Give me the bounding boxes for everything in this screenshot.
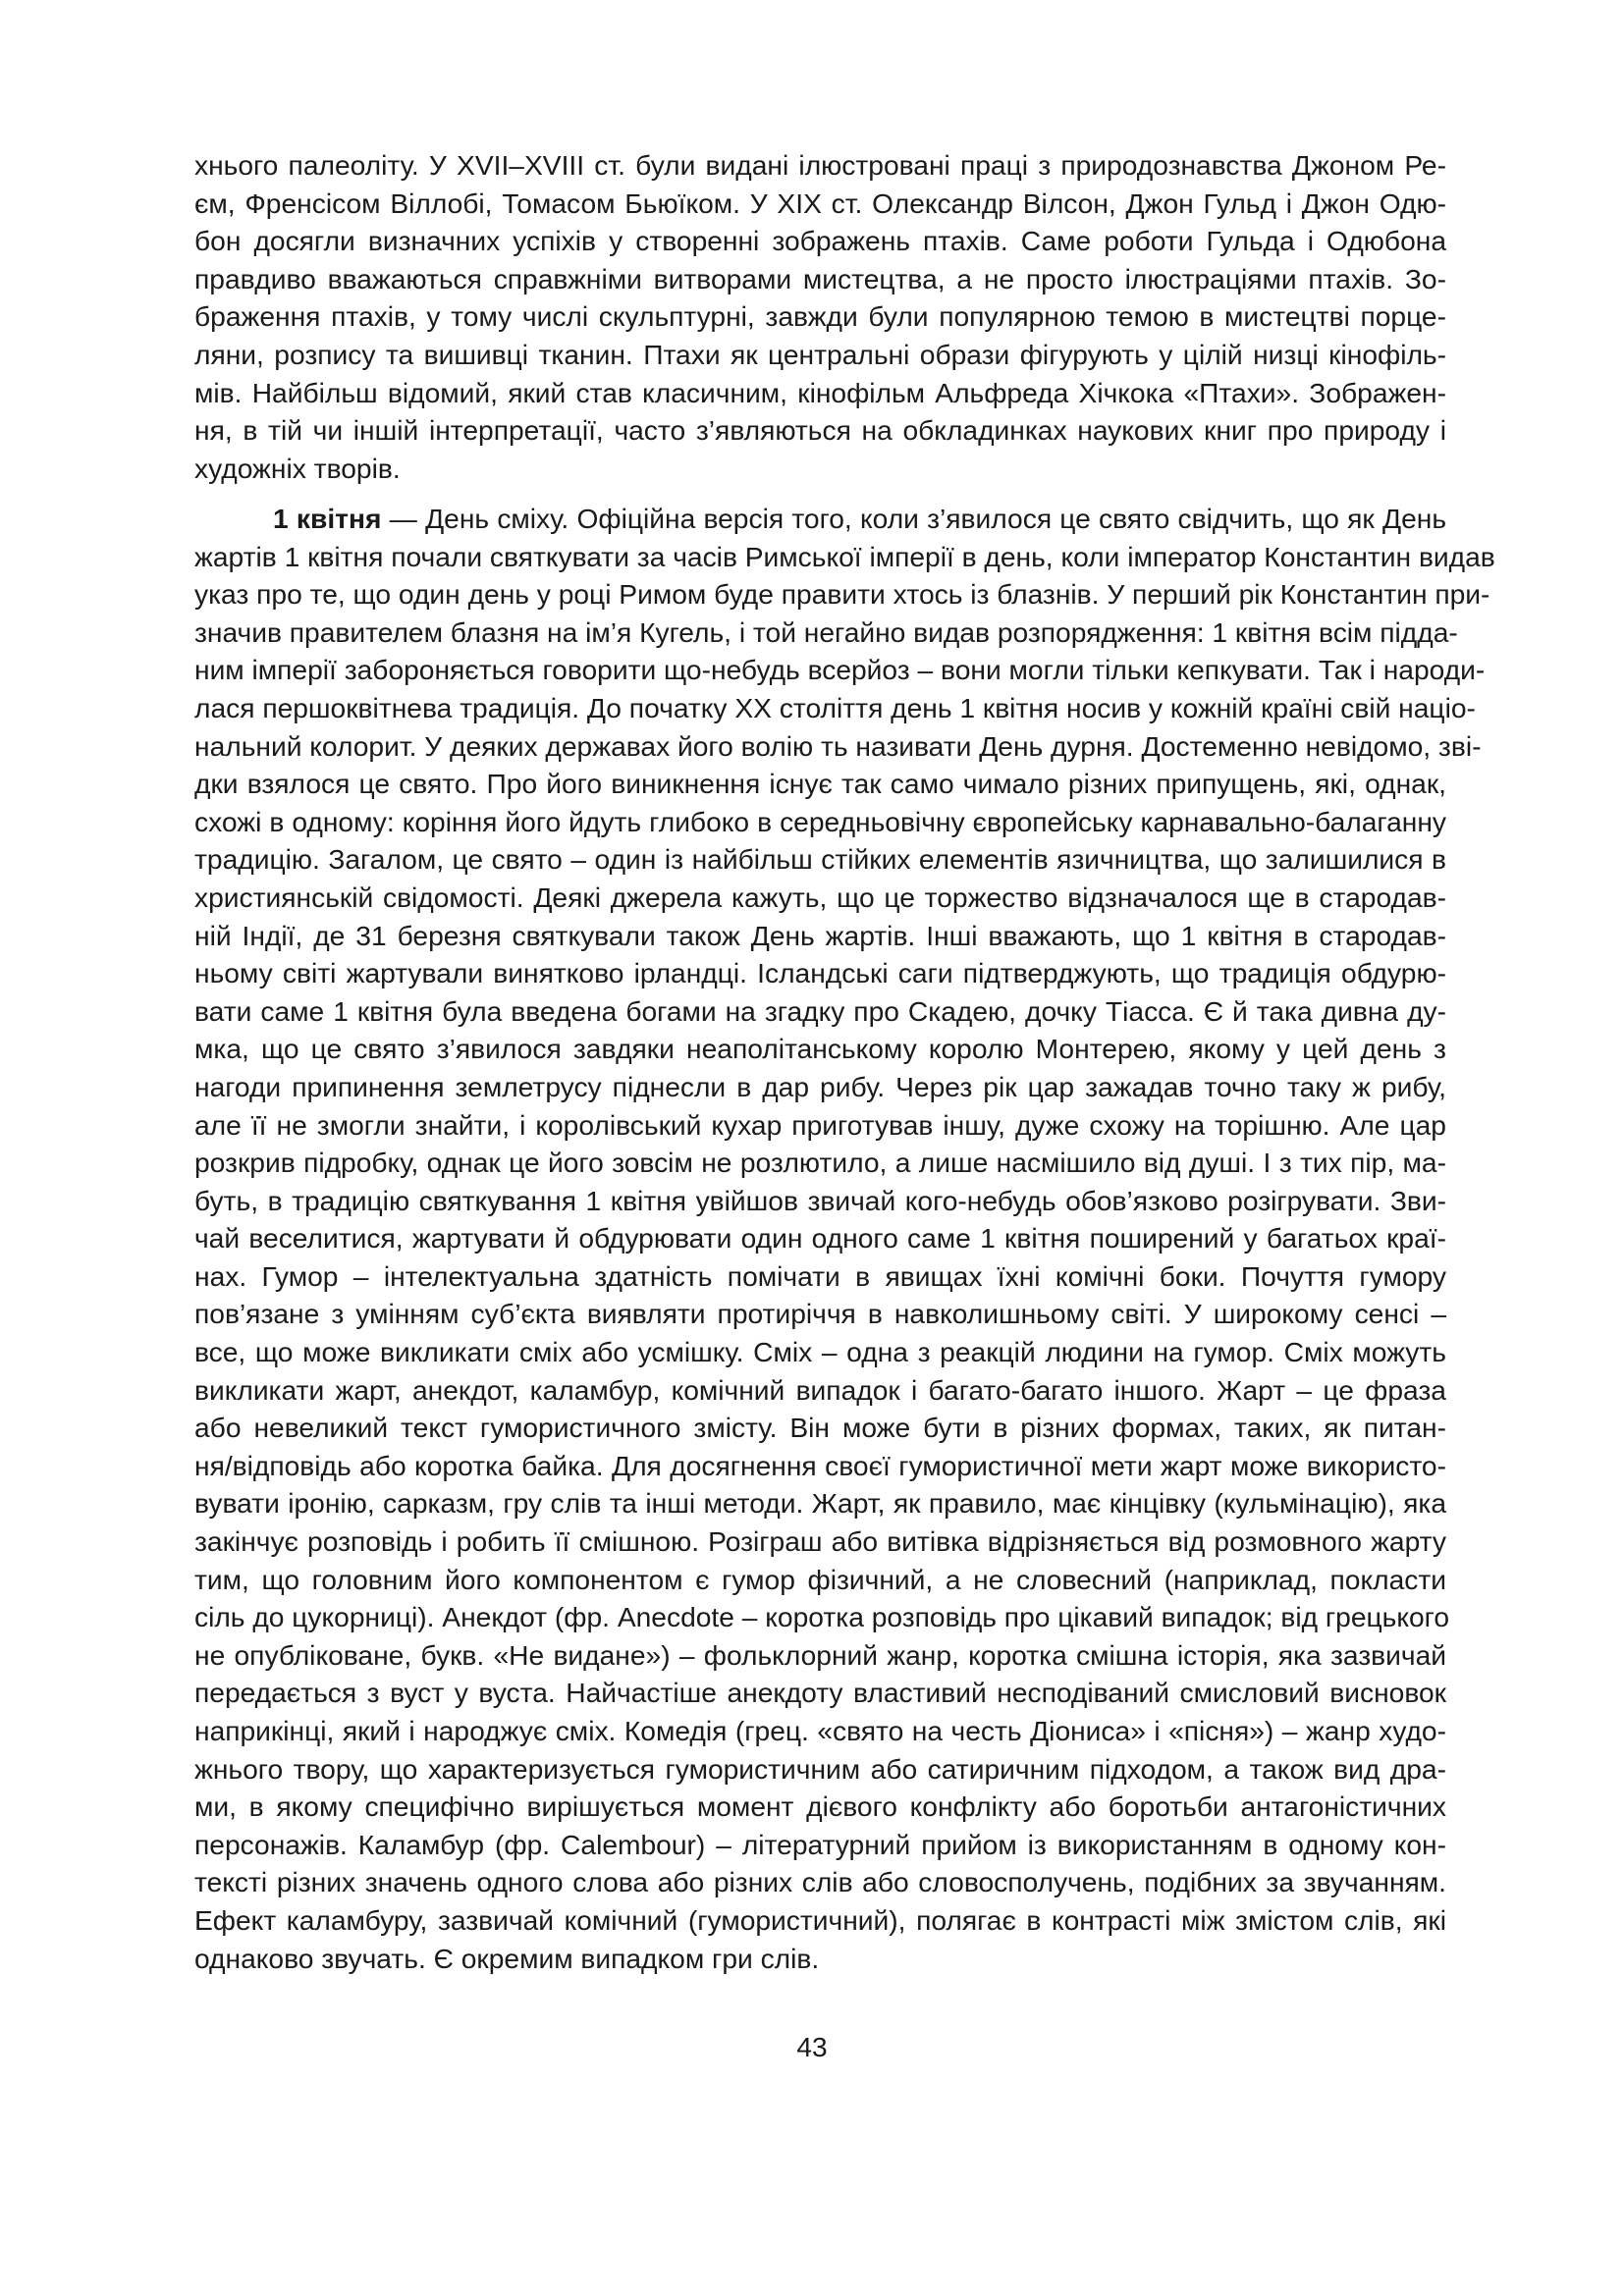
paragraph-line: традицію. Загалом, це свято – один із найбільш стійких елементів язичництва, що залишилися в [194,843,1446,876]
paragraph-line: передається з вуст у вуста. Найчастіше анекдоту властивий несподіваний смисловий висновок [194,1677,1446,1709]
paragraph-line: або невеликий текст гумористичного змісту. Він може бути в різних формах, таких, як питан- [194,1412,1446,1444]
paragraph-line: ньому світі жартували винятково ірландці. Ісландські саги підтверджують, що традиція обдурю- [194,957,1446,989]
paragraph-line: ляни, розпису та вишивці тканин. Птахи як центральні образи фігурують у цілій низці кінофіль- [194,338,1446,370]
paragraph-line: Ефект каламбуру, зазвичай комічний (гумористичний), полягає в контрасті між змістом слів, які [194,1903,1446,1936]
paragraph-line: вувати іронію, сарказм, гру слів та інші методи. Жарт, як правило, має кінцівку (кульмінацію), яка [194,1487,1446,1520]
paragraph-line: сіль до цукорниці). Анекдот (фр. Anecdote – коротка розповідь про цікавий випадок; від грецького [194,1601,1450,1633]
paragraph-line: жартів 1 квітня почали святкувати за часів Римської імперії в день, коли імператор Константин видав [194,540,1495,572]
paragraph-line: правдиво вважаються справжніми витворами мистецтва, а не просто ілюстраціями птахів. Зо- [194,262,1446,294]
paragraph-line: все, що може викликати сміх або усмішку. Сміх – одна з реакцій людини на гумор. Сміх можуть [194,1336,1446,1368]
paragraph-line: ми, в якому специфічно вирішується момент дієвого конфлікту або боротьби антагоністичних [194,1790,1446,1823]
paragraph-line: лася першоквітнева традиція. До початку XX століття день 1 квітня носив у кожній країні свій націо- [194,691,1476,723]
page-number: 43 [796,2032,828,2062]
paragraph-line: ним імперії забороняється говорити що-небудь всерйоз – вони могли тільки кепкувати. Так і народи- [194,654,1486,686]
paragraph-line: єм, Френсісом Віллобі, Томасом Бьюїком. У XIX ст. Олександр Вілсон, Джон Гульд і Джон Одю- [194,187,1446,219]
paragraph-line: ня/відповідь або коротка байка. Для досягнення своєї гумористичної мети жарт може використо- [194,1449,1446,1481]
paragraph-line: розкрив підробку, однак це його зовсім не розлютило, а лише насмішило від душі. І з тих пір, ма- [194,1147,1446,1179]
date-heading: 1 квітня [273,503,382,534]
paragraph-line: мів. Найбільш відомий, який став класичним, кінофільм Альфреда Хічкока «Птахи». Зображен- [194,376,1446,408]
paragraph-line: чай веселитися, жартувати й обдурювати один одного саме 1 квітня поширений у багатьох краї- [194,1222,1446,1255]
paragraph-first-line [194,500,1446,538]
paragraph-birds-in-art [194,146,1446,487]
paragraph-line: мка, що це свято з’явилося завдяки неаполітанському королю Монтерею, якому у цей день з [194,1033,1446,1065]
paragraph-line: дки взялося це свято. Про його виникнення існує так само чимало різних припущень, які, однак, [194,768,1446,800]
paragraph-line: жнього твору, що характеризується гумористичним або сатиричним підходом, а також вид дра- [194,1752,1446,1785]
paragraph-line: християнській свідомості. Деякі джерела кажуть, що це торжество відзначалося ще в стародав- [194,881,1446,913]
paragraph-line: нальний колорит. У деяких державах його волію ть називати День дурня. Достеменно невідомо, зві- [194,729,1482,762]
paragraph-line: нах. Гумор – інтелектуальна здатність помічати в явищах їхні комічні боки. Почуття гумору [194,1259,1446,1292]
paragraph-line: персонажів. Каламбур (фр. Calembour) – літературний прийом із використанням в одному кон- [194,1828,1446,1860]
paragraph-line: ня, в тій чи іншій інтерпретації, часто з’являються на обкладинках наукових книг про природу і [194,414,1446,447]
first-line-text: — День сміху. Офіційна версія того, коли з’явилося це свято свідчить, що як День [381,503,1446,534]
paragraph-line: буть, в традицію святкування 1 квітня увійшов звичай кого-небудь обов’язково розігрувати. Зви- [194,1184,1446,1216]
paragraph-line: тим, що головним його компонентом є гумор фізичний, а не словесний (наприклад, покласти [194,1563,1446,1595]
paragraph-line: тексті різних значень одного слова або різних слів або словосполучень, подібних за звучанням. [194,1866,1446,1898]
paragraph-line: закінчує розповідь і робить її смішною. Розіграш або витівка відрізняється від розмовного жарту [194,1525,1446,1558]
paragraph-line: пов’язане з умінням суб’єкта виявляти протиріччя в навколишньому світі. У широкому сенсі – [194,1298,1446,1330]
paragraph-line: бон досягли визначних успіхів у створенні зображень птахів. Саме роботи Гульда і Одюбона [194,225,1446,257]
paragraph-line: ній Індії, де 31 березня святкували також День жартів. Інші вважають, що 1 квітня в стародав- [194,919,1446,951]
paragraph-line: схожі в одному: коріння його йдуть глибоко в середньовічну європейську карнавально-балаганну [194,805,1446,837]
paragraph-line: художніх творів. [194,452,401,484]
paragraph-line: наприкінці, який і народжує сміх. Комедія (грец. «свято на честь Діониса» і «пісня») – жанр худо- [194,1715,1446,1746]
paragraph-line: указ про те, що один день у році Римом буде правити хтось із блазнів. У перший рік Константин при- [194,578,1490,611]
paragraph-line: але її не змогли знайти, і королівський кухар приготував іншу, дуже схожу на торішню. Але цар [194,1108,1446,1141]
paragraph-line: браження птахів, у тому числі скульптурні, завжди були популярною темою в мистецтві порце- [194,300,1446,333]
paragraph-line: однаково звучать. Є окремим випадком гри слів. [194,1942,820,1974]
paragraph-line: викликати жарт, анекдот, каламбур, комічний випадок і багато-багато іншого. Жарт – це фраза [194,1373,1446,1406]
paragraph-line: не опубліковане, букв. «Не видане») – фольклорний жанр, коротка смішна історія, яка зазвичай [194,1638,1446,1671]
paragraph-line: нагоди припинення землетрусу піднесли в дар рибу. Через рік цар зажадав точно таку ж рибу, [194,1070,1446,1102]
paragraph-line: значив правителем блазня на ім’я Кугель, і той негайно видав розпорядження: 1 квітня всім підда- [194,615,1458,648]
paragraph-april-fools-day [194,500,1495,1977]
paragraph-line: вати саме 1 квітня була введена богами на згадку про Скадею, дочку Тіасса. Є й така дивна ду- [194,994,1446,1027]
paragraph-line: хнього палеоліту. У XVII–XVIII ст. були видані ілюстровані праці з природознавства Джоном Ре- [194,149,1446,181]
